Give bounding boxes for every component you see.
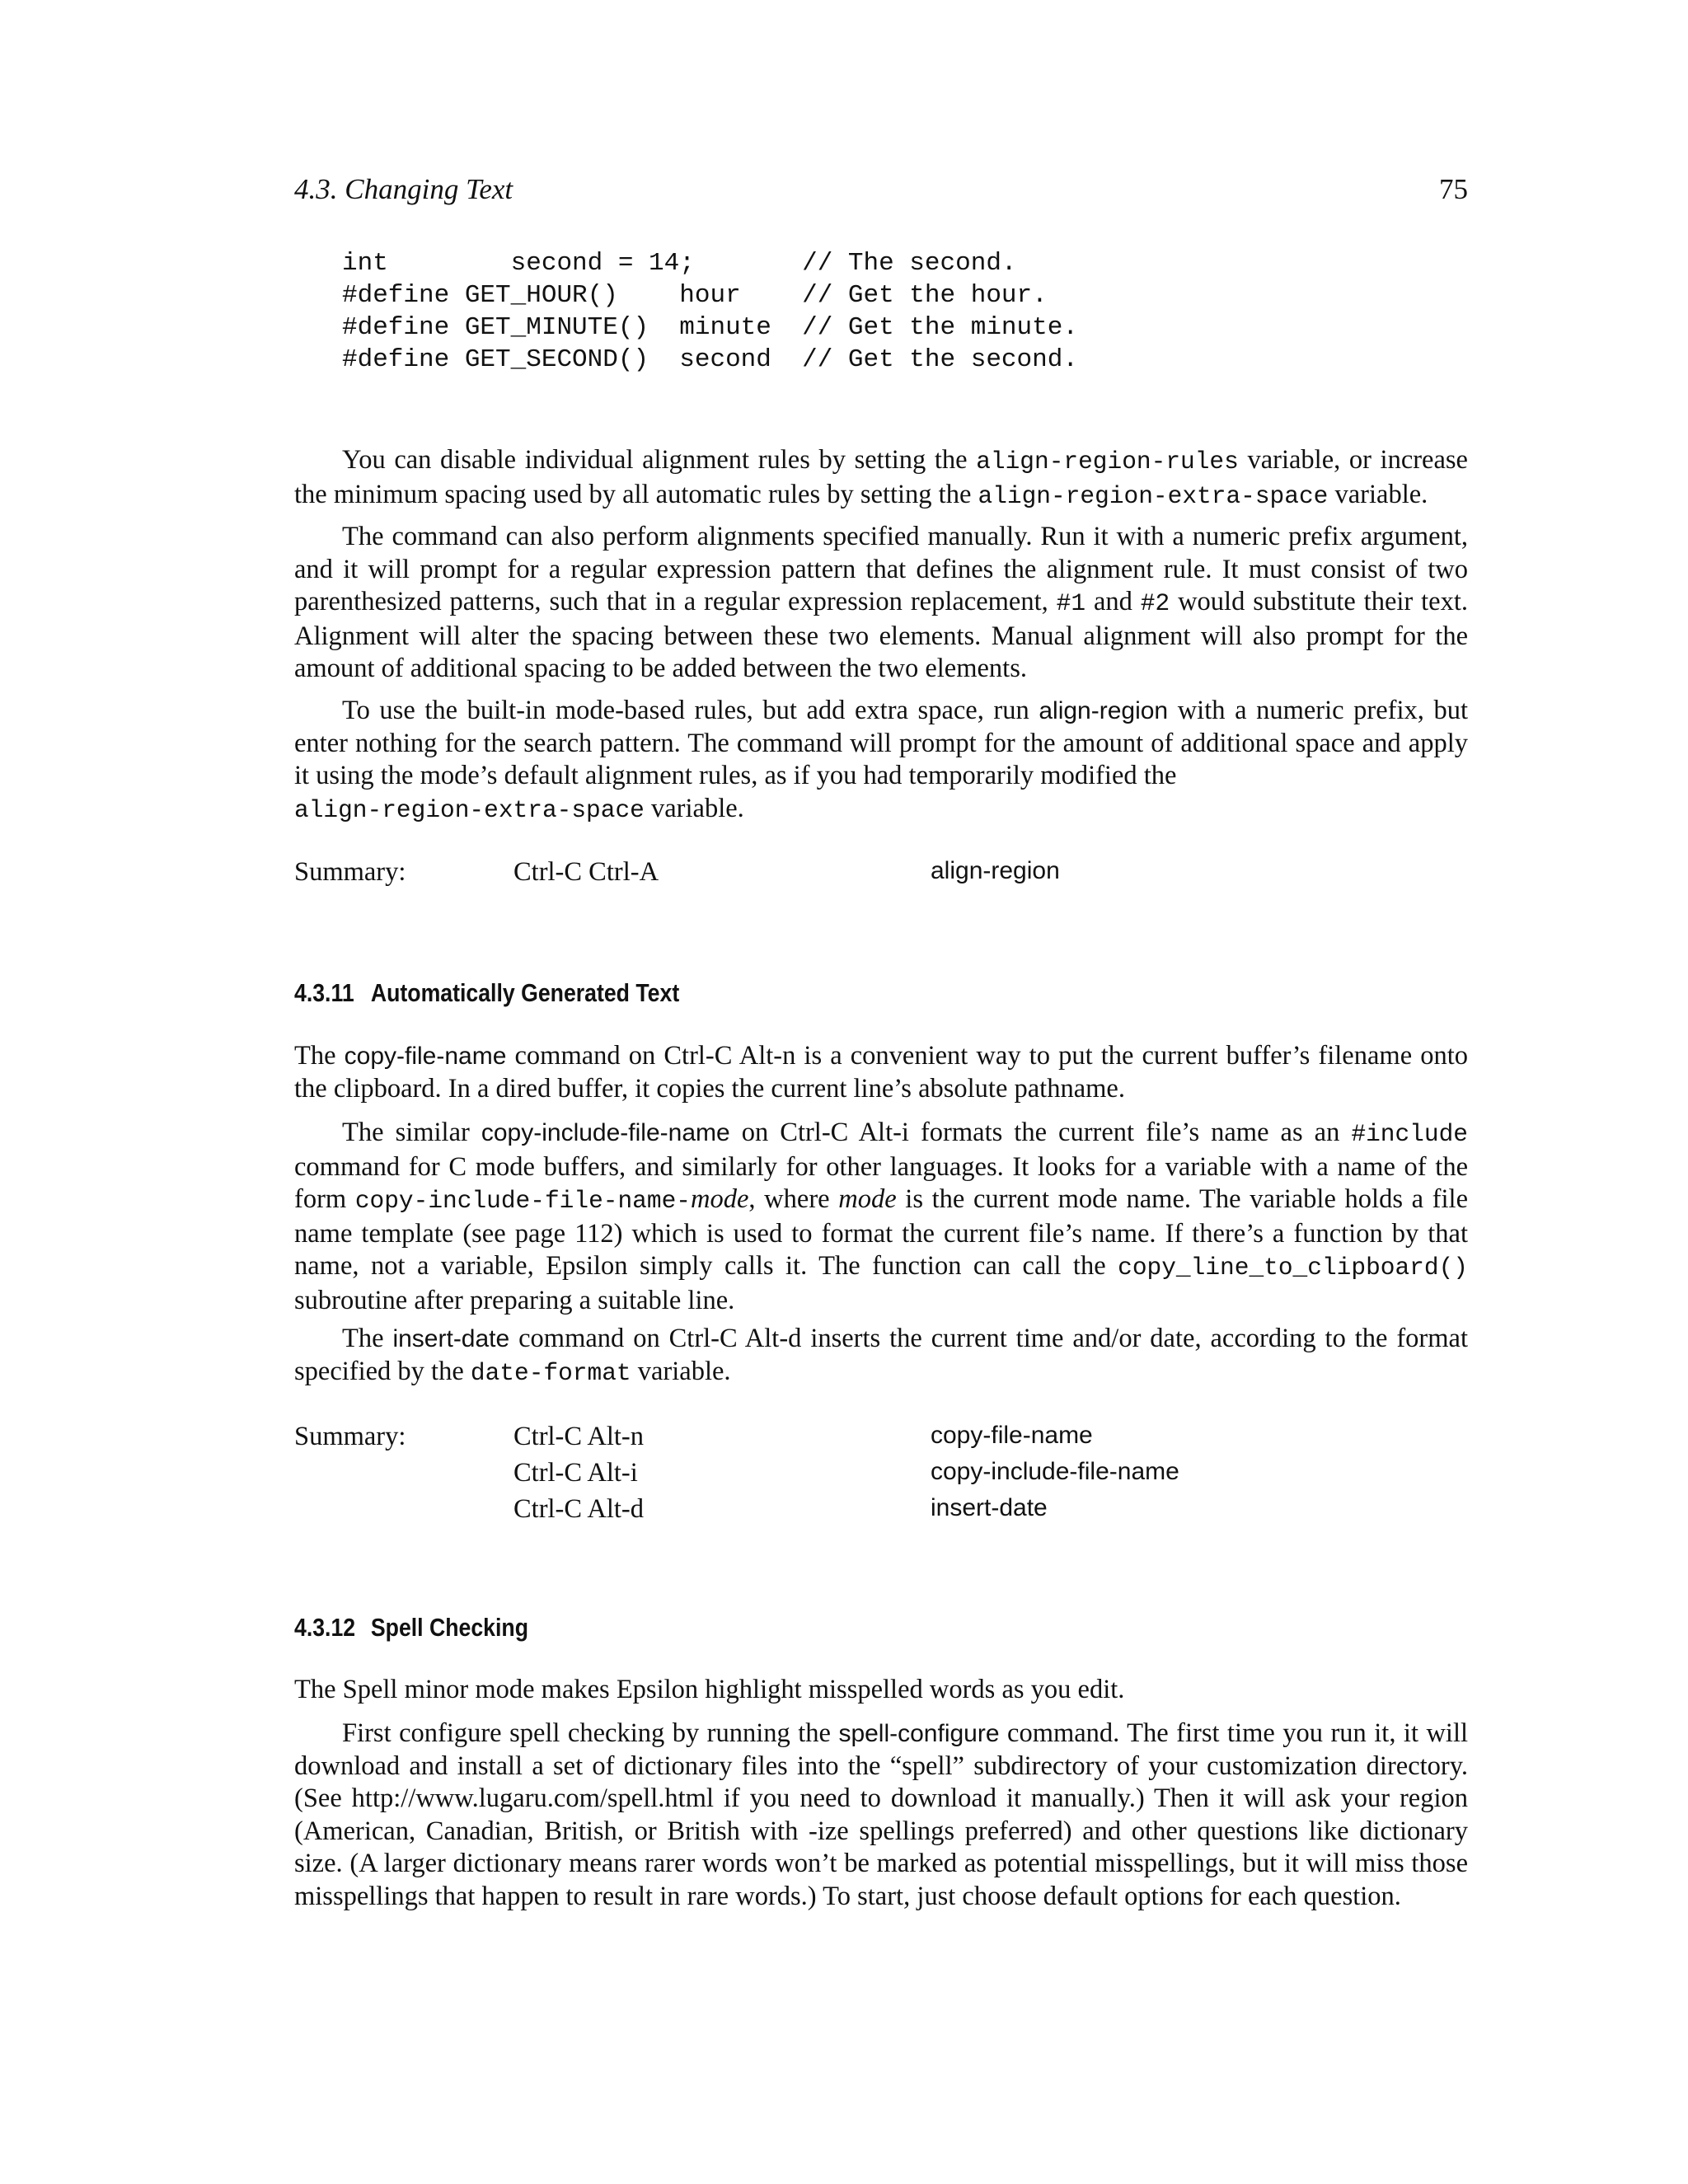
running-header-section: 4.3. Changing Text bbox=[294, 173, 513, 205]
section-number: 4.3.11 bbox=[294, 978, 354, 1007]
variable-name: align-region-extra-space bbox=[294, 795, 645, 824]
code-block bbox=[342, 247, 1078, 376]
key-binding: Ctrl-C Ctrl-A bbox=[513, 857, 659, 887]
paragraph-spell-configure: First configure spell checking by running the spell-configure command. The first time you run it, it will download and install a set of dictionary files into the “spell” subdirectory of your customization directory. (See http://www.lugaru.com/spell.html if you need to download it manually.) Then it will ask your region (American, Canadian, British, or British with -ize spellings preferred) and other questions like dictionary size. (A larger dictionary means rarer words won’t be marked as potential misspellings, but it will miss those misspellings that happen to result in rare words.) To start, just choose default options for each question. bbox=[294, 1718, 1469, 1911]
page-number: 75 bbox=[1439, 173, 1468, 205]
paragraph-copy-file-name: The copy-file-name command on Ctrl-C Alt-n is a convenient way to put the current buffer’s filename onto the clipboard. In a dired buffer, it copies the current line’s absolute pathname. bbox=[294, 1041, 1468, 1104]
paragraph-alignment-rules: You can disable individual alignment rules by setting the align-region-rules variable, or increase the minimum spacing used by all automatic rules by setting the align-region-extra-space variable. bbox=[294, 445, 1468, 510]
summary-label: Summary: bbox=[294, 857, 406, 887]
key-binding: Ctrl-C Alt-i bbox=[513, 1458, 638, 1488]
key-binding: Ctrl-C Alt-n bbox=[513, 1422, 644, 1451]
code-line: int second = 14; // The second. bbox=[342, 249, 1017, 278]
code-line: #define GET_SECOND() second // Get the second. bbox=[342, 345, 1078, 374]
command-name: copy-include-file-name bbox=[481, 1119, 730, 1146]
variable-name: date-format bbox=[470, 1358, 631, 1387]
regex-reference: #1 bbox=[1056, 589, 1086, 617]
variable-name: copy-include-file-name- bbox=[354, 1187, 691, 1215]
code-line: #define GET_MINUTE() minute // Get the minute. bbox=[342, 313, 1078, 342]
summary-row bbox=[294, 1494, 1468, 1530]
command-name: align-region bbox=[931, 857, 1060, 884]
command-name: insert-date bbox=[931, 1494, 1048, 1521]
paragraph-extra-space: To use the built-in mode-based rules, but add extra space, run align-region with a numeric prefix, but enter nothing for the search pattern. The command will prompt for the amount of additional space and apply it using the mode’s default alignment rules, as if you had temporarily modified the align-region-extra-space variable. bbox=[294, 696, 1468, 824]
paragraph-copy-include-file-name: The similar copy-include-file-name on Ctrl-C Alt-i formats the current file’s name as an #include command for C mode buffers, and similarly for other languages. It looks for a variable with a name of the form copy-include-file-name-mode, where mode is the current mode name. The variable holds a file name template (see page 112) which is used to format the current file’s name. If there’s a function by that name, not a variable, Epsilon simply calls it. The function can call the copy_line_to_clipboard() subroutine after preparing a suitable line. bbox=[294, 1118, 1468, 1315]
command-name: align-region bbox=[1039, 697, 1169, 724]
section-heading bbox=[294, 1611, 528, 1644]
command-name: spell-configure bbox=[838, 1720, 1000, 1747]
section-number: 4.3.12 bbox=[294, 1613, 356, 1642]
command-name: insert-date bbox=[392, 1325, 510, 1352]
section-title: Automatically Generated Text bbox=[370, 978, 680, 1007]
command-name: copy-file-name bbox=[931, 1422, 1093, 1449]
summary-row bbox=[294, 857, 1468, 893]
summary-row bbox=[294, 1422, 1468, 1458]
section-title: Spell Checking bbox=[370, 1613, 529, 1642]
key-binding: Ctrl-C Alt-d bbox=[513, 1494, 644, 1524]
directive-name: #include bbox=[1351, 1120, 1468, 1148]
paragraph-spell-mode: The Spell minor mode makes Epsilon highlight misspelled words as you edit. bbox=[294, 1675, 1125, 1704]
summary-label: Summary: bbox=[294, 1422, 406, 1451]
summary-row bbox=[294, 1458, 1468, 1494]
regex-reference: #2 bbox=[1140, 589, 1170, 617]
variable-name: align-region-rules bbox=[976, 448, 1239, 476]
command-name: copy-file-name bbox=[344, 1043, 507, 1070]
paragraph-insert-date: The insert-date command on Ctrl-C Alt-d inserts the current time and/or date, according to the format specified by the date-format variable. bbox=[294, 1324, 1468, 1387]
function-name: copy_line_to_clipboard() bbox=[1118, 1254, 1468, 1282]
running-header bbox=[294, 169, 1468, 210]
code-line: #define GET_HOUR() hour // Get the hour. bbox=[342, 281, 1048, 310]
variable-name: align-region-extra-space bbox=[978, 481, 1329, 510]
command-name: copy-include-file-name bbox=[931, 1458, 1179, 1485]
section-heading bbox=[294, 977, 679, 1010]
paragraph-manual-alignment: The command can also perform alignments specified manually. Run it with a numeric prefix argument, and it will prompt for a regular expression pattern that defines the alignment rule. It must consist of two parenthesized patterns, such that in a regular expression replacement, #1 and #2 would substitute their text. Alignment will alter the spacing between these two elements. Manual alignment will also prompt for the amount of additional spacing to be added between the two elements. bbox=[294, 522, 1468, 683]
